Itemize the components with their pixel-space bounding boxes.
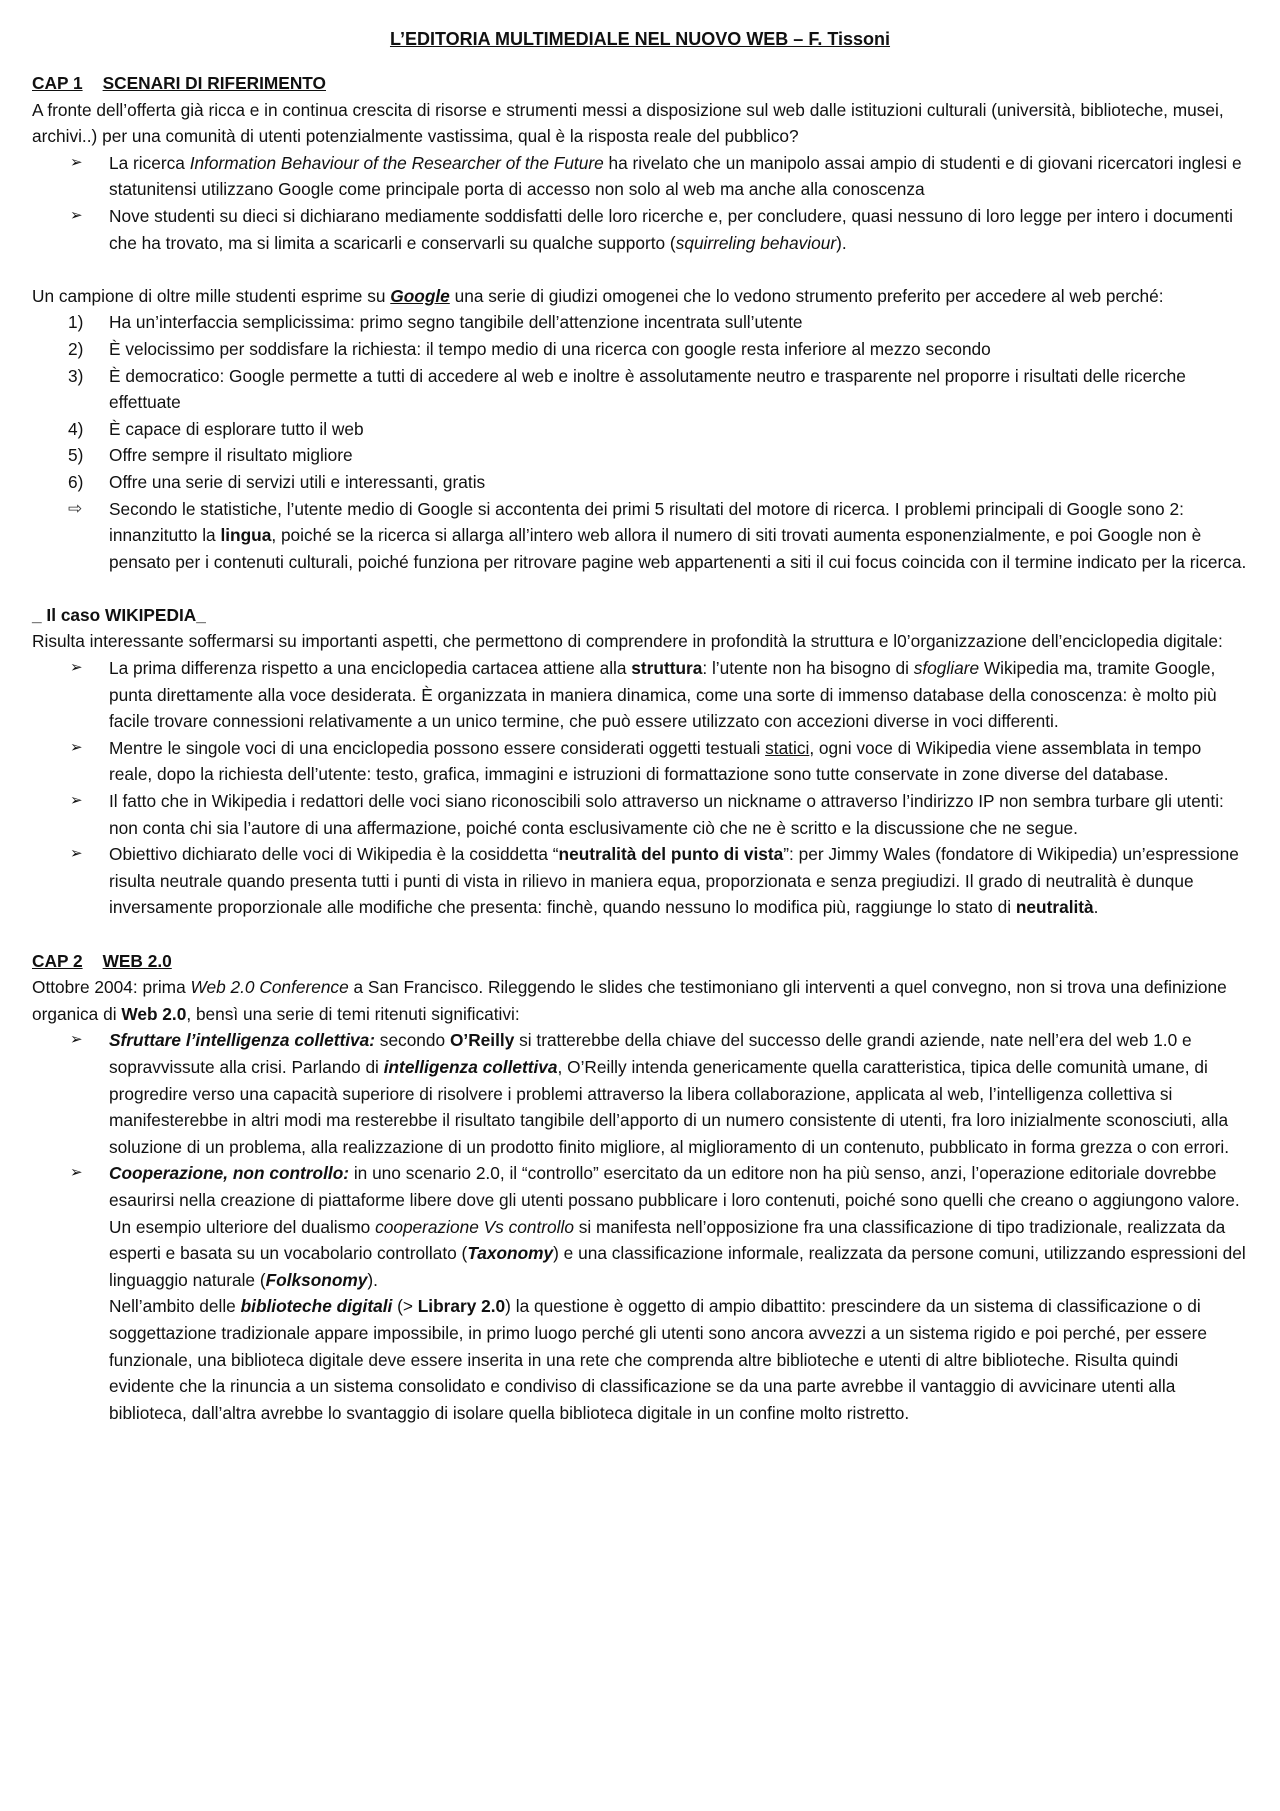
list-item [32, 788, 1248, 841]
list-number: 4) [68, 418, 84, 439]
hollow-arrow-bullet-icon: ⇨ [68, 498, 83, 518]
text: La ricerca [109, 152, 190, 173]
text: , O’Reilly intenda genericamente quella caratteristica, tipica delle comunità umane, di progredire verso una capacità superiore di risolvere i problemi attraverso la libera collaborazione, applicata al web, l’intelligenza collettiva si manifesterebbe in altri modi ma resterebbe il risultato tangibile dell’apporto di un numero consistente di utenti, fra loro inizialmente sconosciuti, alla soluzione di un problema, alla realizzazione di un prodotto finito migliore, al miglioramento di un contenuto, pubblicato in forma grezza o con errori. [109, 1056, 1230, 1157]
text: Ha un’interfaccia semplicissima: primo segno tangibile dell’attenzione incentrata sull’utente [109, 312, 803, 333]
list-item [32, 469, 1248, 496]
google-term: Google [390, 285, 450, 306]
text: , bensì una serie di temi ritenuti significativi: [186, 1003, 520, 1024]
underlined-term: statici [765, 737, 810, 758]
chapter-2-heading [32, 948, 1248, 975]
text: Mentre le singole voci di una enciclopedia possono essere considerati oggetti testuali [109, 737, 766, 758]
arrowhead-bullet-icon: ➢ [70, 206, 83, 224]
list-item [32, 203, 1248, 256]
keyword: O’Reilly [449, 1030, 515, 1051]
chapter-2-bullets [32, 1027, 1248, 1426]
term: Taxonomy [467, 1243, 554, 1264]
list-number: 5) [68, 445, 84, 466]
list-item [32, 150, 1248, 203]
chapter-1-heading [32, 70, 1248, 97]
text: È democratico: Google permette a tutti di accedere al web e inoltre è assolutamente neutro e trasparente nel proporre i risultati delle ricerche effettuate [109, 365, 1186, 413]
list-item [32, 655, 1248, 735]
text: Ottobre 2004: prima [32, 977, 191, 998]
text: ) e una classificazione informale, realizzata da persone comuni, utilizzando espressioni del linguaggio naturale ( [109, 1243, 1246, 1290]
wikipedia-bullets [32, 655, 1248, 921]
term: Web 2.0 Conference [190, 977, 349, 998]
document-title: L’EDITORIA MULTIMEDIALE NEL NUOVO WEB – F. Tissoni [389, 29, 891, 49]
chapter-1-intro: A fronte dell’offerta già ricca e in continua crescita di risorse e strumenti messi a disposizione sul web dalle istituzioni culturali (università, biblioteche, musei, archivi..) per una comunità di utenti potenzialmente vastissima, qual è la risposta reale del pubblico? [32, 99, 1224, 147]
chapter-1-bullets [32, 150, 1248, 256]
text: Un campione di oltre mille studenti esprime su [32, 285, 391, 306]
keyword: Library 2.0 [417, 1296, 506, 1317]
term: squirreling behaviour [675, 232, 837, 253]
list-number: 3) [68, 365, 84, 386]
list-item [32, 1027, 1248, 1160]
text: Nell’ambito delle [109, 1296, 241, 1317]
term: biblioteche digitali [240, 1296, 393, 1317]
text: Obiettivo dichiarato delle voci di Wikipedia è la cosiddetta “ [109, 844, 559, 865]
list-item [32, 1160, 1248, 1426]
text: È capace di esplorare tutto il web [109, 418, 364, 439]
list-item [32, 336, 1248, 363]
bullet-title: Sfruttare l’intelligenza collettiva: [109, 1030, 375, 1051]
text: Nove studenti su dieci si dichiarano mediamente soddisfatti delle loro ricerche e, per concludere, quasi nessuno di loro legge per intero i documenti che ha trovato, ma si limita a scaricarli e conservarli su qualche supporto ( [109, 205, 1233, 253]
text: una serie di giudizi omogenei che lo vedono strumento preferito per accedere al web perché: [449, 285, 1164, 306]
text: Offre una serie di servizi utili e interessanti, gratis [109, 471, 486, 492]
text: . [1093, 897, 1099, 918]
wikipedia-heading [32, 602, 1248, 629]
text: Il fatto che in Wikipedia i redattori delle voci siano riconoscibili solo attraverso un nickname o attraverso l’indirizzo IP non sembra turbare gli utenti: non conta chi sia l’autore di una affermazione, poiché conta esclusivamente ciò che ne è scritto e la discussione che ne segue. [109, 791, 1224, 838]
keyword: neutralità [1015, 897, 1094, 918]
chapter-2-intro [32, 974, 1248, 1027]
text: Secondo le statistiche, l’utente medio di Google si accontenta dei primi 5 risultati del motore di ricerca. I problemi principali di Google sono 2: innanzitutto la [109, 498, 1184, 546]
term: intelligenza collettiva [383, 1056, 558, 1077]
text: ). [367, 1269, 378, 1290]
wikipedia-intro: Risulta interessante soffermarsi su importanti aspetti, che permettono di comprendere in profondità la struttura e l0’organizzazione dell’enciclopedia digitale: [32, 631, 1223, 652]
term: Folksonomy [265, 1269, 368, 1290]
keyword: Web 2.0 [121, 1003, 187, 1024]
chapter-1-title: SCENARI DI RIFERIMENTO [102, 73, 326, 93]
text: , poiché se la ricerca si allarga all’intero web allora il numero di siti trovati aumenta esponenzialmente, e poi Google non è pensato per i contenuti culturali, poiché funziona per ritrovare pagine web appartenenti a siti il cui focus coincida con il termine indicato per la ricerca. [109, 525, 1247, 572]
keyword: struttura [631, 658, 703, 679]
chapter-1-label: CAP 1 [32, 73, 83, 93]
research-title: Information Behaviour of the Researcher of the Future [189, 152, 604, 173]
list-item [32, 309, 1248, 336]
list-number: 6) [68, 471, 84, 492]
text: ) la questione è oggetto di ampio dibattito: prescindere da un sistema di classificazione o di soggettazione tradizionale appare impossibile, in primo luogo perché gli utenti sono ancora avvezzi a un sistema rigido e poi perché, per essere funzionale, una biblioteca digitale deve essere inserita in una rete che comprenda altre biblioteche e utenti di altre biblioteche. Risulta quindi evidente che la rinuncia a un sistema consolidato e condiviso di classificazione se da una parte avrebbe il vantaggio di avvicinare utenti alla biblioteca, dall’altra avrebbe lo svantaggio di isolare quella biblioteca digitale in un confine molto ristretto. [109, 1296, 1207, 1423]
text: in uno scenario 2.0, il “controllo” esercitato da un editore non ha più senso, anzi, l’operazione editoriale dovrebbe esaurirsi nella creazione di piattaforme libere dove gli utenti possano pubblicare i loro contenuti, poiché sono quelli che creano o aggiungono valore. Un esempio ulteriore del dualismo [109, 1163, 1240, 1237]
arrowhead-bullet-icon: ➢ [70, 1031, 83, 1049]
list-item [32, 416, 1248, 443]
text: ”: per Jimmy Wales (fondatore di Wikipedia) un’espressione risulta neutrale quando presenta tutti i punti di vista in rilievo in maniera equa, proporzionata e senza pregiudizi. Il grado di neutralità è dunque inversamente proporzionale alle modifiche che presenta: finchè, quando nessuno lo modifica più, raggiunge lo stato di [109, 844, 1239, 918]
bullet-title: Cooperazione, non controllo: [109, 1163, 350, 1184]
list-item [32, 363, 1248, 416]
list-item [32, 442, 1248, 469]
text: Offre sempre il risultato migliore [109, 445, 353, 466]
text: ha rivelato che un manipolo assai ampio di studenti e di giovani ricercatori inglesi e statunitensi utilizzano Google come principale porta di accesso non solo al web ma anche alla conoscenza [109, 152, 1242, 200]
arrowhead-bullet-icon: ➢ [70, 659, 83, 677]
text: Wikipedia ma, tramite Google, punta direttamente alla voce desiderata. È organizzata in maniera dinamica, come una sorte di immenso database della conoscenza: è molto più facile trovare connessioni relativamente a un unico termine, che può essere utilizzato con accezioni diverse in voci differenti. [109, 658, 1217, 732]
text: (> [392, 1296, 418, 1317]
chapter-2-label: CAP 2 [32, 950, 83, 971]
text: _ [196, 604, 206, 625]
text: : l’utente non ha bisogno di [702, 658, 914, 679]
term: sfogliare [913, 658, 980, 679]
term: cooperazione Vs controllo [375, 1216, 574, 1237]
list-item [32, 841, 1248, 921]
arrowhead-bullet-icon: ➢ [70, 738, 83, 756]
text: secondo [375, 1030, 450, 1051]
text: ). [836, 232, 847, 253]
text: _ Il caso [32, 604, 106, 625]
chapter-2-title: WEB 2.0 [102, 950, 172, 971]
text: si manifesta nell’opposizione fra una classificazione di tipo tradizionale, realizzata da esperti e basata su un vocabolario controllato ( [109, 1216, 1226, 1264]
keyword: lingua [220, 525, 272, 546]
list-number: 2) [68, 338, 84, 359]
arrowhead-bullet-icon: ➢ [70, 845, 83, 863]
text: WIKIPEDIA [105, 604, 197, 625]
text: La prima differenza rispetto a una enciclopedia cartacea attiene alla [109, 658, 632, 679]
text: , ogni voce di Wikipedia viene assemblata in tempo reale, dopo la richiesta dell’utente: testo, grafica, immagini e istruzioni di formattazione sono tutte conservate in zone diverse del database. [109, 737, 1202, 785]
text: si tratterebbe della chiave del successo delle grandi aziende, nate nell’era del web 1.0 e sopravvissute alla crisi. Parlando di [109, 1030, 1192, 1077]
google-intro [32, 283, 1248, 310]
google-reasons-list [32, 309, 1248, 575]
keyword: neutralità del punto di vista [558, 844, 784, 865]
list-number: 1) [68, 312, 84, 333]
list-item [32, 496, 1248, 576]
arrowhead-bullet-icon: ➢ [70, 1164, 83, 1182]
text: È velocissimo per soddisfare la richiesta: il tempo medio di una ricerca con google resta inferiore al mezzo secondo [109, 338, 991, 359]
arrowhead-bullet-icon: ➢ [70, 153, 83, 171]
list-item [32, 735, 1248, 788]
text: a San Francisco. Rileggendo le slides che testimoniano gli interventi a quel convegno, non si trova una definizione organica di [32, 977, 1227, 1024]
arrowhead-bullet-icon: ➢ [70, 792, 83, 810]
